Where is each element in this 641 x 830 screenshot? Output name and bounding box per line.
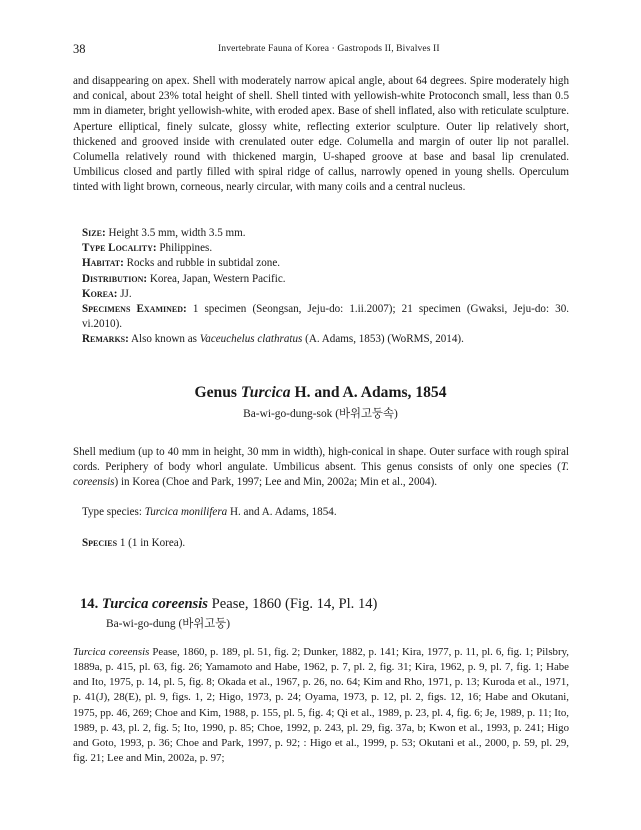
remarks-pre: Also known as [131, 333, 197, 346]
species-number: 14. [80, 596, 99, 612]
type-species-name: Turcica monilifera [144, 506, 228, 518]
genus-heading-author: H. and A. Adams, 1854 [294, 384, 447, 401]
type-species [82, 505, 569, 520]
description-paragraph: and disappearing on apex. Shell with moderately narrow apical angle, about 64 degrees. Spire moderately high and conical, about 23% total height of shell. Shell tinted with yellowish-white Protoconch small, less than 0.5 mm in diameter, bright yellowish-white, with eroded apex. Base of shell inflated, also with reticulate sculpture. Aperture elliptical, finely sulcate, glossy white, reflecting exterior sculpture. Outer lip relatively short, thickened and grooved inside with crenulated outer edge. Columella and margin of outer lip not parallel. Columella relatively round with thickened margin, U-shaped groove at base and basal lip crenulated. Umbilicus closed and partly filled with spiral ridge of callus, narrowly opened in young shells. Operculum tinted with light brown, corneous, nearly circular, with many coils and a central nucleus. [73, 75, 569, 194]
distribution-line [82, 272, 569, 287]
specimens-label: Specimens Examined: [82, 303, 187, 316]
korea-label: Korea: [82, 287, 118, 300]
genus-heading-name: Turcica [240, 384, 291, 401]
korea-line [82, 287, 569, 302]
genus-heading-pre: Genus [194, 384, 237, 401]
species-count-value: 1 (1 in Korea). [119, 537, 186, 549]
size-label: Size: [82, 227, 106, 239]
type-locality-value: Philippines. [159, 242, 213, 255]
species-facts [82, 226, 569, 348]
synonymy-taxon: Turcica coreensis [73, 646, 150, 658]
remarks-post: (A. Adams, 1853) (WoRMS, 2014). [305, 333, 464, 346]
genus-description [73, 445, 569, 491]
species-author: Pease, 1860 (Fig. 14, Pl. 14) [211, 596, 378, 612]
type-locality-line [82, 241, 569, 256]
species-count [82, 536, 569, 551]
habitat-value: Rocks and rubble in subtidal zone. [126, 257, 281, 270]
page-number: 38 [73, 42, 86, 56]
synonymy-text: Pease, 1860, p. 189, pl. 51, fig. 2; Dunker, 1882, p. 141; Kira, 1977, p. 11, pl. 6, fig. 1; Pilsbry, 1889a, p. 415, pl. 63, fig. 26; Yamamoto and Habe, 1962, p. 7, pl. 2, fig. 31; Kira, 1962, p. 9, pl. 7, fig. 1; Habe and Ito, 1975, p. 14, pl. 5, fig. 8; Okada et al., 1967, p. 26, no. 64; Kim and Rho, 1971, p. 13; Kuroda et al., 1971, p. 41(J), 28(E), pl. 9, figs. 1, 2; Higo, 1973, p. 24; Oyama, 1973, p. 12, pl. 2, figs. 12, 16; Habe and Okutani, 1975, pp. 46, 269; Choe and Kim, 1988, p. 155, pl. 5, fig. 4; Qi et al., 1989, p. 23, pl. 4, fig. 6; Je, 1989, p. 11; Ito, 1989, p. 43, pl. 2, fig. 5; Ito, 1990, p. 85; Choe, 1992, p. 243, pl. 29, fig. 37a, b; Kwon et al., 1993, p. 241; Higo and Goto, 1993, p. 36; Choe and Park, 1997, p. 92; : Higo et al., 1999, p. 53; Okutani et al., 2000, p. 59, pl. 29, fig. 21; Lee and Min, 2002a, p. 97; [73, 646, 570, 765]
remarks-line [82, 332, 569, 347]
species-name: Turcica coreensis [101, 596, 208, 612]
running-title: Invertebrate Fauna of Korea · Gastropods II, Bivalves II [218, 43, 440, 54]
distribution-value: Korea, Japan, Western Pacific. [149, 272, 286, 285]
specimens-line [73, 302, 569, 332]
species-count-label: Species [82, 537, 118, 549]
size-value: Height 3.5 mm, width 3.5 mm. [108, 227, 246, 239]
korea-value: JJ. [120, 287, 132, 300]
genus-desc-pre: Shell medium (up to 40 mm in height, 30 mm in width), high-conical in shape. Outer surface with rough spiral cords. Periphery of body whorl angulate. Umbilicus absent. This genus consists of only one species ( [73, 446, 569, 474]
genus-desc-post: ) in Korea (Choe and Park, 1997; Lee and Min, 2002a; Min et al., 2004). [114, 476, 438, 489]
remarks-taxon: Vaceuchelus clathratus [199, 333, 303, 346]
habitat-line [82, 256, 569, 271]
synonymy-paragraph [73, 645, 569, 766]
type-locality-label: Type Locality: [82, 242, 157, 255]
genus-korean-name: Ba-wi-go-dung-sok (바위고둥속) [243, 408, 398, 420]
distribution-label: Distribution: [82, 272, 148, 285]
specimens-value: 1 specimen (Seongsan, Jeju-do: 1.ii.2007); 21 specimen (Gwaksi, Jeju-do: 30. vi.2010). [82, 303, 570, 331]
genus-desc-taxon: T. coreensis [73, 461, 569, 489]
remarks-label: Remarks: [82, 333, 129, 346]
species-heading [80, 596, 377, 613]
species-korean-name: Ba-wi-go-dung (바위고둥) [106, 618, 231, 630]
type-species-label: Type species: [82, 506, 142, 518]
genus-heading [0, 384, 641, 402]
type-species-author: H. and A. Adams, 1854. [229, 506, 337, 518]
habitat-label: Habitat: [82, 257, 124, 270]
size-line [82, 226, 569, 241]
